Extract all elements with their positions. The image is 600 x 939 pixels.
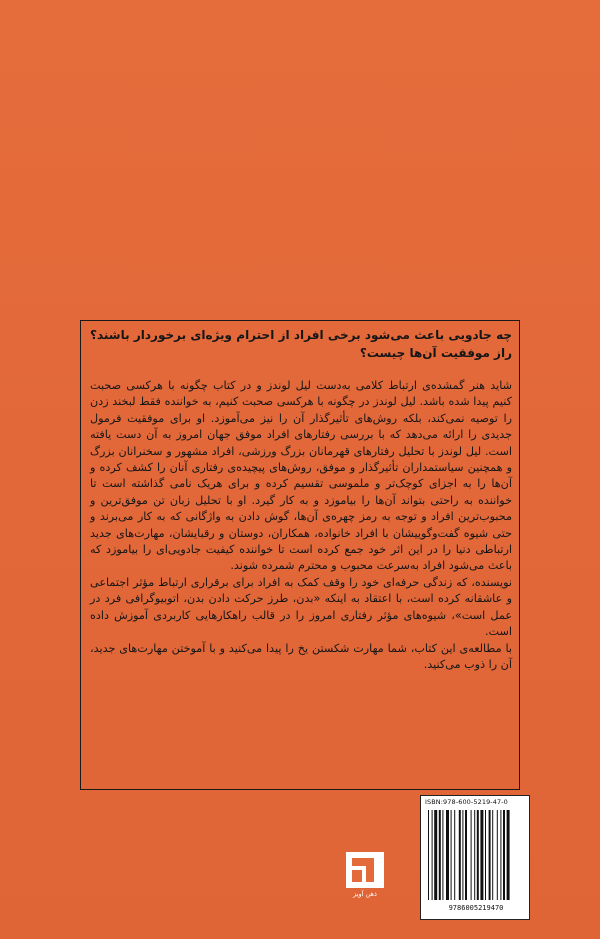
blurb-paragraph-3: با مطالعه‌ی این کتاب، شما مهارت شکستن یخ را پیدا می‌کنید و با آموختن مهارت‌های جدید، آن را ذوب می‌کنید. (90, 641, 512, 671)
blurb-question: چه جادویی باعث می‌شود برخی افراد از احترام ویژه‌ای برخوردار باشند؟ راز موفقیت آن‌ها چیست؟ (90, 328, 512, 360)
barcode-icon (426, 810, 526, 902)
blurb-paragraph-2: نویسنده، که زندگی حرفه‌ای خود را وقف کمک به افراد برای برقراری ارتباط مؤثر اجتماعی و عاشقانه کرده است، با اعتقاد به اینکه «بدن، طرز حرکت دادن بدن، اتوبیوگرافی فرد در عمل است»، شیوه‌های مؤثر رفتاری امروز را در قالب راهکارهایی کاربردی آموزش داده است. (90, 575, 512, 639)
publisher-name: ذهن آویز (353, 890, 377, 898)
publisher-logo-icon (346, 852, 384, 898)
barcode-digits: 9786005219470 (448, 904, 504, 912)
blurb-text (90, 326, 512, 673)
isbn-barcode-box (420, 795, 530, 920)
publisher-logo (346, 852, 384, 898)
isbn-label: ISBN:978-600-5219-47-0 (425, 798, 508, 806)
blurb-paragraph-1: شاید هنر گمشده‌ی ارتباط کلامی به‌دست لیل لوندز و در کتاب چگونه با هرکسی صحبت کنیم پیدا شده باشد. لیل لوندز در چگونه با هرکسی صحبت کنیم، به خواننده فقط لبخند زدن را توصیه نمی‌کند، بلکه روش‌های تأثیرگذار آن را نیز می‌آموزد. او برای موفقیت فرمول جدیدی را ارائه می‌دهد که با بررسی رفتارهای افراد موفق جهان امروز به آن دست یافته است. لیل لوندز با تحلیل رفتارهای قهرمانان بزرگ ورزشی، افراد مشهور و سخنرانان بزرگ و همچنین سیاستمداران تأثیرگذار و موفق، روش‌های پیچیده‌ی رفتاری آنان را کشف کرده و آن‌ها را به اجزای کوچک‌تر و ملموسی تقسیم کرده و برای هریک نامی گذاشته است تا خواننده به راحتی بتواند آن‌ها را بیاموزد و به کار گیرد. او با تحلیل زبان تن موفق‌ترین و محبوب‌ترین افراد و توجه به رمز چهره‌ی آن‌ها، گوش دادن به واژگانی که به کار می‌برند و حتی شیوه گفت‌وگوییشان با افراد خانواده، همکاران، دوستان و رقبایشان، مهارت‌های جدید ارتباطی دنیا را در این اثر خود جمع کرده است تا خواننده کیفیت جادویی‌ای را بیاموزد که باعث می‌شود افراد به‌سرعت محبوب و محترم شمرده شوند. (90, 379, 512, 573)
